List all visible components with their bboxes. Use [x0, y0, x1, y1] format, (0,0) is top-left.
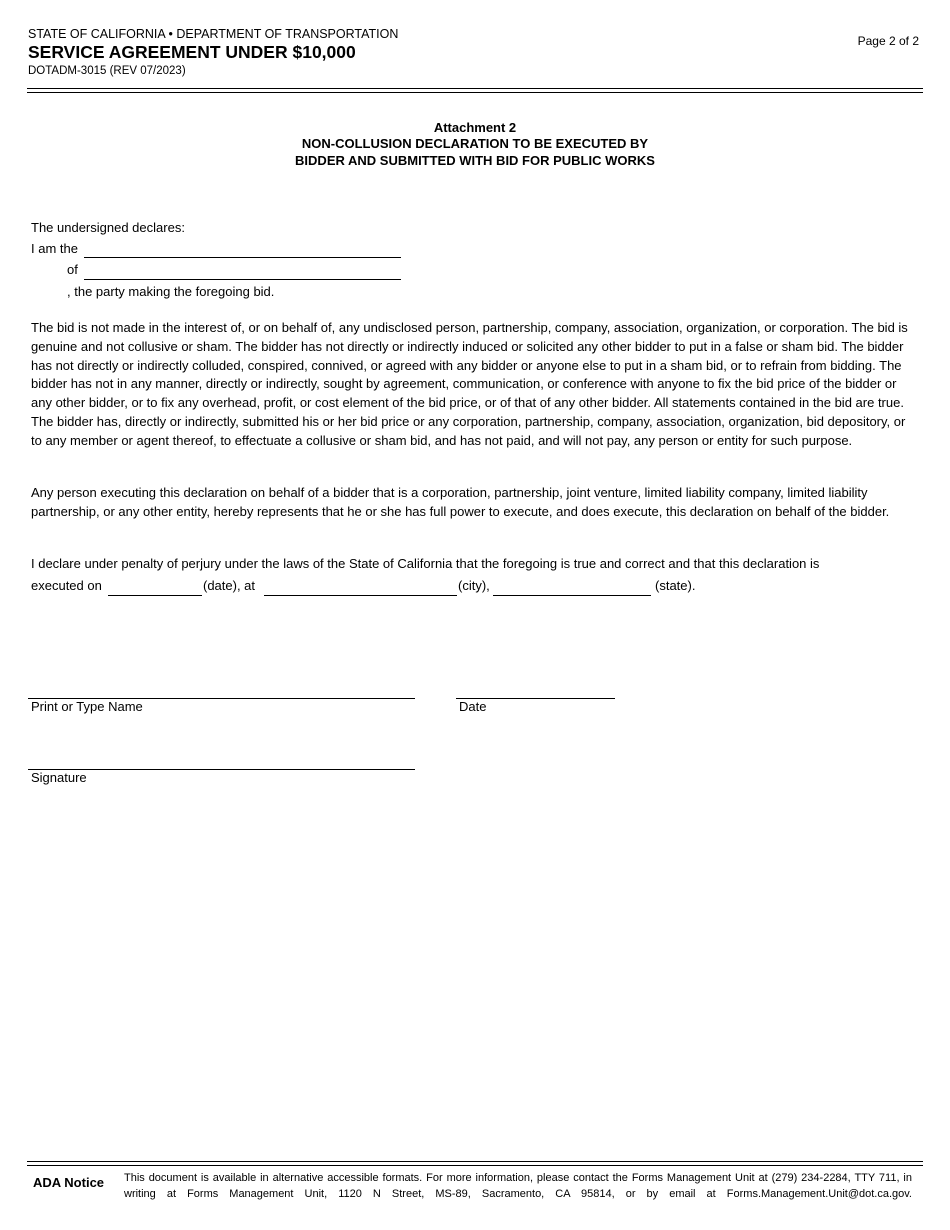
attachment-label: Attachment 2: [433, 120, 517, 135]
attachment-heading-line2: BIDDER AND SUBMITTED WITH BID FOR PUBLIC WORKS: [295, 153, 655, 168]
declarant-company-field[interactable]: [84, 263, 401, 280]
i-am-the-label: I am the: [31, 241, 78, 256]
executed-on-label: executed on: [31, 578, 102, 593]
signature-date-field[interactable]: [456, 682, 615, 699]
ada-notice-text: This document is available in alternative accessible formats. For more information, please contact the Forms Management Unit at (279) 234-2284, TTY 711, in writing at Forms Management Unit, 1120 N Street, MS-89, Sacramento, CA 95814, or by email at Forms.Management.Unit@dot.ca.gov.: [124, 1172, 912, 1200]
agency-name: STATE OF CALIFORNIA • DEPARTMENT OF TRANSPORTATION: [28, 27, 399, 41]
declaration-paragraph-3: I declare under penalty of perjury under the laws of the State of California that the foregoing is true and correct and that this declaration is: [31, 556, 820, 571]
execution-city-field[interactable]: [264, 579, 457, 596]
form-title: SERVICE AGREEMENT UNDER $10,000: [28, 42, 356, 62]
city-label: (city),: [458, 578, 490, 593]
execution-state-field[interactable]: [493, 579, 651, 596]
print-name-label: Print or Type Name: [31, 699, 143, 714]
signature-label: Signature: [31, 770, 87, 785]
attachment-heading-line1: NON-COLLUSION DECLARATION TO BE EXECUTED BY: [301, 136, 649, 151]
signature-field[interactable]: [28, 753, 415, 770]
print-name-field[interactable]: [28, 682, 415, 699]
declaration-paragraph-2: Any person executing this declaration on behalf of a bidder that is a corporation, partnership, joint venture, limited liability company, limited liability partnership, or any other entity, hereby represents that he or she has full power to execute, and does execute, this declaration on behalf of the bidder.: [31, 485, 890, 519]
footer-divider-top: [27, 1161, 923, 1162]
of-label: of: [67, 262, 78, 277]
declaration-intro: The undersigned declares:: [31, 220, 185, 235]
page-indicator: Page 2 of 2: [857, 34, 919, 48]
header-divider-top: [27, 88, 923, 89]
party-making-bid-text: , the party making the foregoing bid.: [67, 284, 275, 299]
ada-notice-label: ADA Notice: [33, 1175, 105, 1190]
state-label: (state).: [655, 578, 696, 593]
declaration-paragraph-1: The bid is not made in the interest of, or on behalf of, any undisclosed person, partnership, company, association, organization, or corporation. The bid is genuine and not collusive or sham. The bidder has not directly or indirectly induced or solicited any other bidder to put in a false or sham bid. The bidder has not directly or indirectly colluded, conspired, connived, or agreed with any bidder or anyone else to put in a sham bid, or to refrain from bidding. The bidder has not in any manner, directly or indirectly, sought by agreement, communication, or conference with anyone to fix the bid price of the bidder or any other bidder, or to fix any overhead, profit, or cost element of the bid price, or of that of any other bidder. All statements contained in the bid are true. The bidder has, directly or indirectly, submitted his or her bid price or any corporation, partnership, company, association, organization, bid depository, or to any member or agent thereof, to effectuate a collusive or sham bid, and has not paid, and will not pay, any person or entity for such purpose.: [31, 320, 908, 448]
signature-date-label: Date: [459, 699, 487, 714]
header-divider-bottom: [27, 92, 923, 93]
execution-date-field[interactable]: [108, 579, 202, 596]
date-at-label: (date), at: [203, 578, 256, 593]
form-number: DOTADM-3015 (REV 07/2023): [28, 65, 186, 77]
footer-divider-bottom: [27, 1165, 923, 1166]
declarant-title-field[interactable]: [84, 241, 401, 258]
